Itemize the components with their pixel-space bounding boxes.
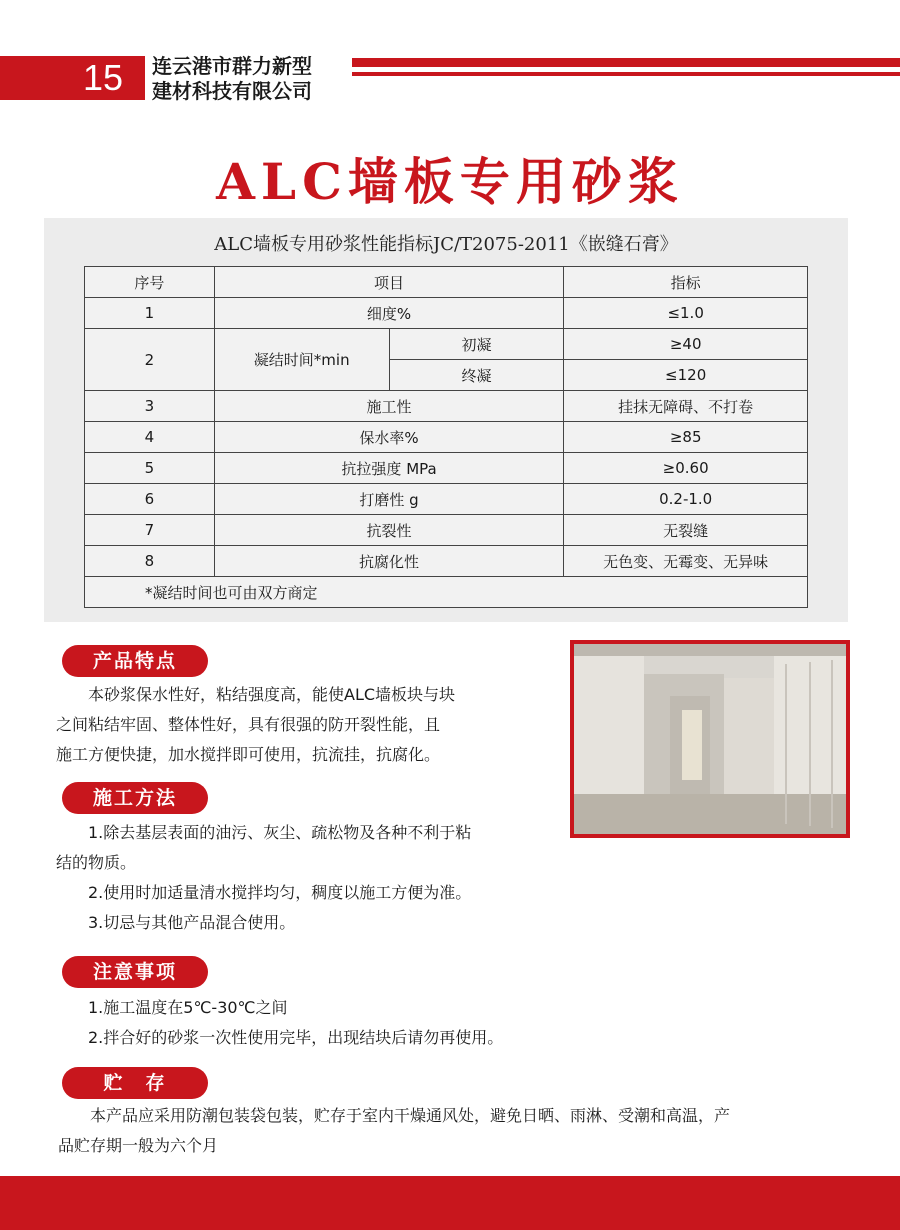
row-no: 6 (85, 484, 215, 515)
row-no: 2 (85, 329, 215, 391)
text-line: 3.切忌与其他产品混合使用。 (88, 913, 296, 932)
text-line: 本产品应采用防潮包装袋包装，贮存于室内干燥通风处，避免日晒、雨淋、受潮和高温，产 (90, 1106, 731, 1125)
text-line: 本砂浆保水性好，粘结强度高，能使ALC墙板块与块 (88, 685, 456, 704)
table-note: *凝结时间也可由双方商定 (85, 577, 808, 608)
section-heading-features: 产品特点 (62, 645, 208, 677)
row-value: ≤1.0 (564, 298, 808, 329)
row-no: 5 (85, 453, 215, 484)
table-row (85, 329, 808, 360)
header-no: 序号 (85, 267, 215, 298)
table-row (85, 298, 808, 329)
row-item: 凝结时间*min (214, 329, 389, 391)
wall-photo-frame (570, 640, 850, 838)
row-item: 抗腐化性 (214, 546, 564, 577)
text-line: 之间粘结牢固、整体性好，具有很强的防开裂性能，且 (56, 715, 441, 734)
table-row (85, 546, 808, 577)
row-subitem: 初凝 (389, 329, 564, 360)
header-value: 指标 (564, 267, 808, 298)
row-value: 0.2-1.0 (564, 484, 808, 515)
header-item: 项目 (214, 267, 564, 298)
row-value: ≥0.60 (564, 453, 808, 484)
text-line: 2.使用时加适量清水搅拌均匀，稠度以施工方便为准。 (88, 883, 472, 902)
table-row (85, 515, 808, 546)
row-value: 挂抹无障碍、不打卷 (564, 391, 808, 422)
table-row (85, 422, 808, 453)
storage-text (58, 1101, 878, 1161)
text-line: 2.拌合好的砂浆一次性使用完毕，出现结块后请勿再使用。 (88, 1028, 504, 1047)
section-heading-storage: 贮 存 (62, 1067, 208, 1099)
row-item: 抗裂性 (214, 515, 564, 546)
header-rule-thin (352, 72, 900, 76)
spec-table (84, 266, 808, 608)
text-line: 1.施工温度在5℃-30℃之间 (88, 998, 288, 1017)
company-name-line1: 连云港市群力新型 (152, 54, 312, 78)
method-text (56, 818, 576, 938)
row-item: 施工性 (214, 391, 564, 422)
section-heading-notice: 注意事项 (62, 956, 208, 988)
row-no: 1 (85, 298, 215, 329)
spec-table-panel (44, 218, 848, 622)
table-row (85, 391, 808, 422)
row-no: 7 (85, 515, 215, 546)
spec-table-caption: ALC墙板专用砂浆性能指标JC/T2075-2011《嵌缝石膏》 (214, 234, 678, 255)
text-line: 1.除去基层表面的油污、灰尘、疏松物及各种不利于粘 (88, 823, 472, 842)
row-item: 保水率% (214, 422, 564, 453)
wall-photo (574, 644, 846, 834)
row-subitem: 终凝 (389, 360, 564, 391)
table-row (85, 453, 808, 484)
row-no: 3 (85, 391, 215, 422)
row-value: 无色变、无霉变、无异味 (564, 546, 808, 577)
page-number: 15 (82, 57, 124, 98)
table-header-row (85, 267, 808, 298)
row-value: 无裂缝 (564, 515, 808, 546)
row-no: 4 (85, 422, 215, 453)
company-name-line2: 建材科技有限公司 (152, 79, 312, 103)
footer-red-bar (0, 1176, 900, 1230)
row-item: 抗拉强度 MPa (214, 453, 564, 484)
row-item: 细度% (214, 298, 564, 329)
row-value: ≤120 (564, 360, 808, 391)
row-value: ≥40 (564, 329, 808, 360)
text-line: 品贮存期一般为六个月 (58, 1136, 219, 1155)
row-item: 打磨性 g (214, 484, 564, 515)
row-no: 8 (85, 546, 215, 577)
features-text (56, 680, 576, 770)
notice-text (56, 993, 676, 1053)
table-row (85, 484, 808, 515)
row-value: ≥85 (564, 422, 808, 453)
table-note-row (85, 577, 808, 608)
company-name (152, 54, 312, 104)
text-line: 施工方便快捷，加水搅拌即可使用，抗流挂，抗腐化。 (56, 745, 441, 764)
text-line: 结的物质。 (56, 853, 137, 872)
header-rule-thick (352, 58, 900, 67)
section-heading-method: 施工方法 (62, 782, 208, 814)
page-title: ALC墙板专用砂浆 (216, 152, 684, 211)
